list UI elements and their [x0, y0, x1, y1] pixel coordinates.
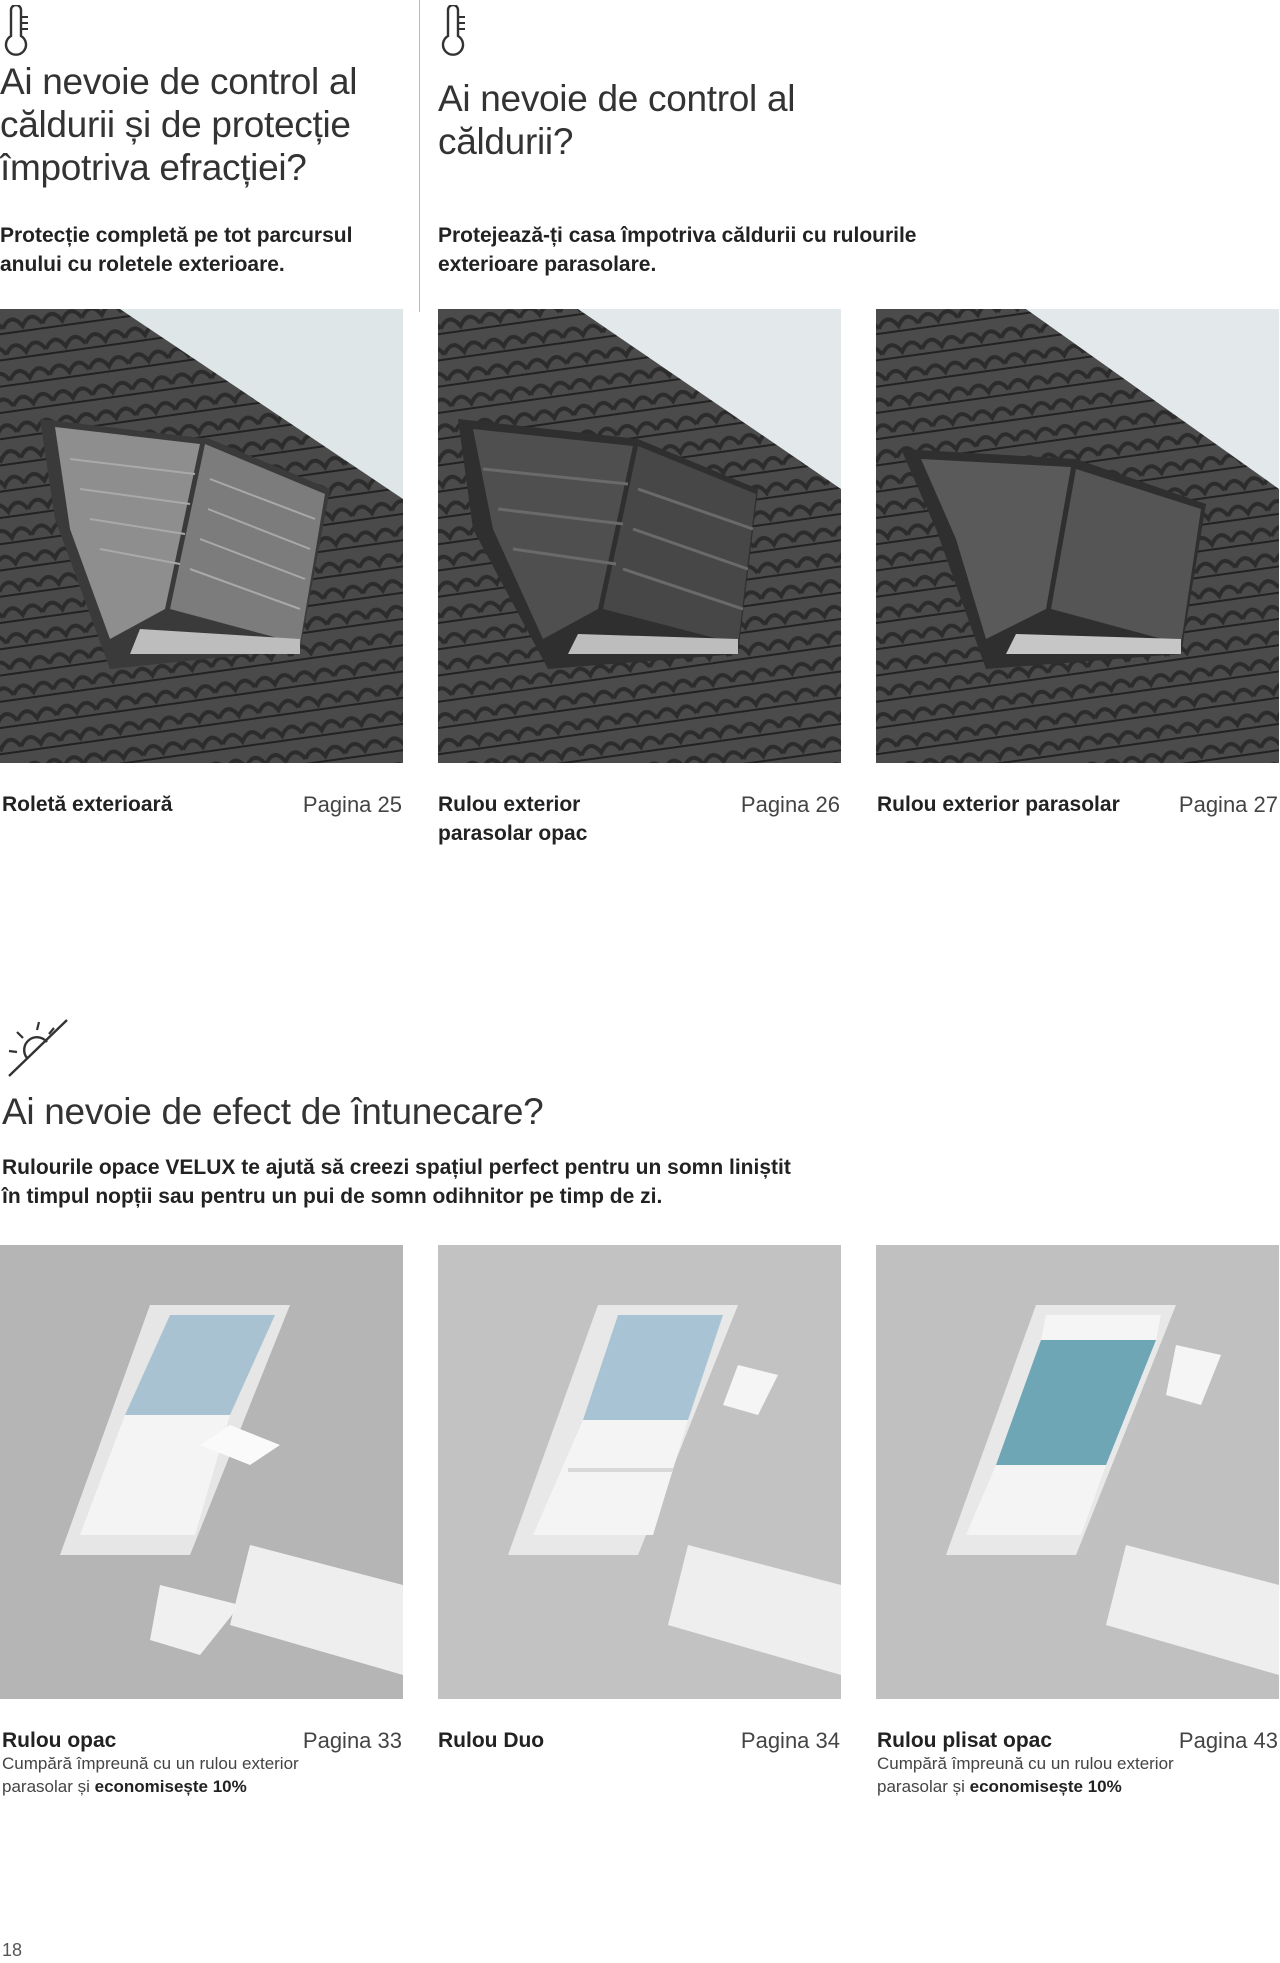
thermometer-icon	[0, 5, 34, 57]
product-note-blackout-blind	[2, 1752, 362, 1798]
product-note-pleated-blackout	[877, 1752, 1237, 1798]
product-page-blackout-exterior[interactable]: Pagina 26	[740, 792, 840, 817]
photo-blackout-exterior-blind	[438, 309, 841, 763]
column-divider	[419, 0, 420, 312]
note-text: Cumpără împreună cu un rulou exterior parasolar și	[877, 1754, 1174, 1796]
section-heading-darkening: Ai nevoie de efect de întunecare?	[2, 1091, 544, 1132]
note-highlight: economisește 10%	[94, 1777, 247, 1796]
photo-roller-shutter	[0, 309, 403, 763]
product-page-exterior-awning[interactable]: Pagina 27	[1178, 792, 1278, 817]
product-page-duo-blind[interactable]: Pagina 34	[740, 1728, 840, 1753]
note-highlight: economisește 10%	[969, 1777, 1122, 1796]
product-title-pleated-blackout[interactable]: Rulou plisat opac	[877, 1729, 1053, 1752]
section-heading-heat: Ai nevoie de control al căldurii?	[438, 78, 796, 162]
product-title-exterior-awning[interactable]: Rulou exterior parasolar	[877, 793, 1120, 816]
thermometer-icon	[437, 5, 471, 57]
product-page-roller-shutter[interactable]: Pagina 25	[302, 792, 402, 817]
product-page-pleated-blackout[interactable]: Pagina 43	[1178, 1728, 1278, 1753]
note-text: Cumpără împreună cu un rulou exterior parasolar și	[2, 1754, 299, 1796]
section-lead-heat: Protejează-ți casa împotriva căldurii cu rulourile exterioare parasolare.	[438, 224, 917, 276]
section-heading-heat-burglary: Ai nevoie de control al căldurii și de protecție împotriva efracției?	[0, 61, 358, 188]
product-page-blackout-blind[interactable]: Pagina 33	[302, 1728, 402, 1753]
photo-exterior-awning-blind	[876, 309, 1279, 763]
photo-blackout-blind	[0, 1245, 403, 1699]
section-lead-heat-burglary: Protecție completă pe tot parcursul anului cu roletele exterioare.	[0, 224, 353, 276]
section-lead-darkening: Rulourile opace VELUX te ajută să creezi spațiul perfect pentru un somn liniștit în timpul nopții sau pentru un pui de somn odihnitor pe timp de zi.	[2, 1156, 791, 1208]
photo-pleated-blackout-blind	[876, 1245, 1279, 1699]
product-title-duo-blind[interactable]: Rulou Duo	[438, 1729, 545, 1752]
photo-duo-blind	[438, 1245, 841, 1699]
product-title-blackout-exterior[interactable]: Rulou exterior parasolar opac	[438, 793, 588, 845]
product-title-blackout-blind[interactable]: Rulou opac	[2, 1729, 117, 1752]
page-number: 18	[2, 1940, 23, 1960]
product-title-roller-shutter[interactable]: Roletă exterioară	[2, 793, 173, 816]
sun-blocked-icon	[5, 1016, 69, 1080]
